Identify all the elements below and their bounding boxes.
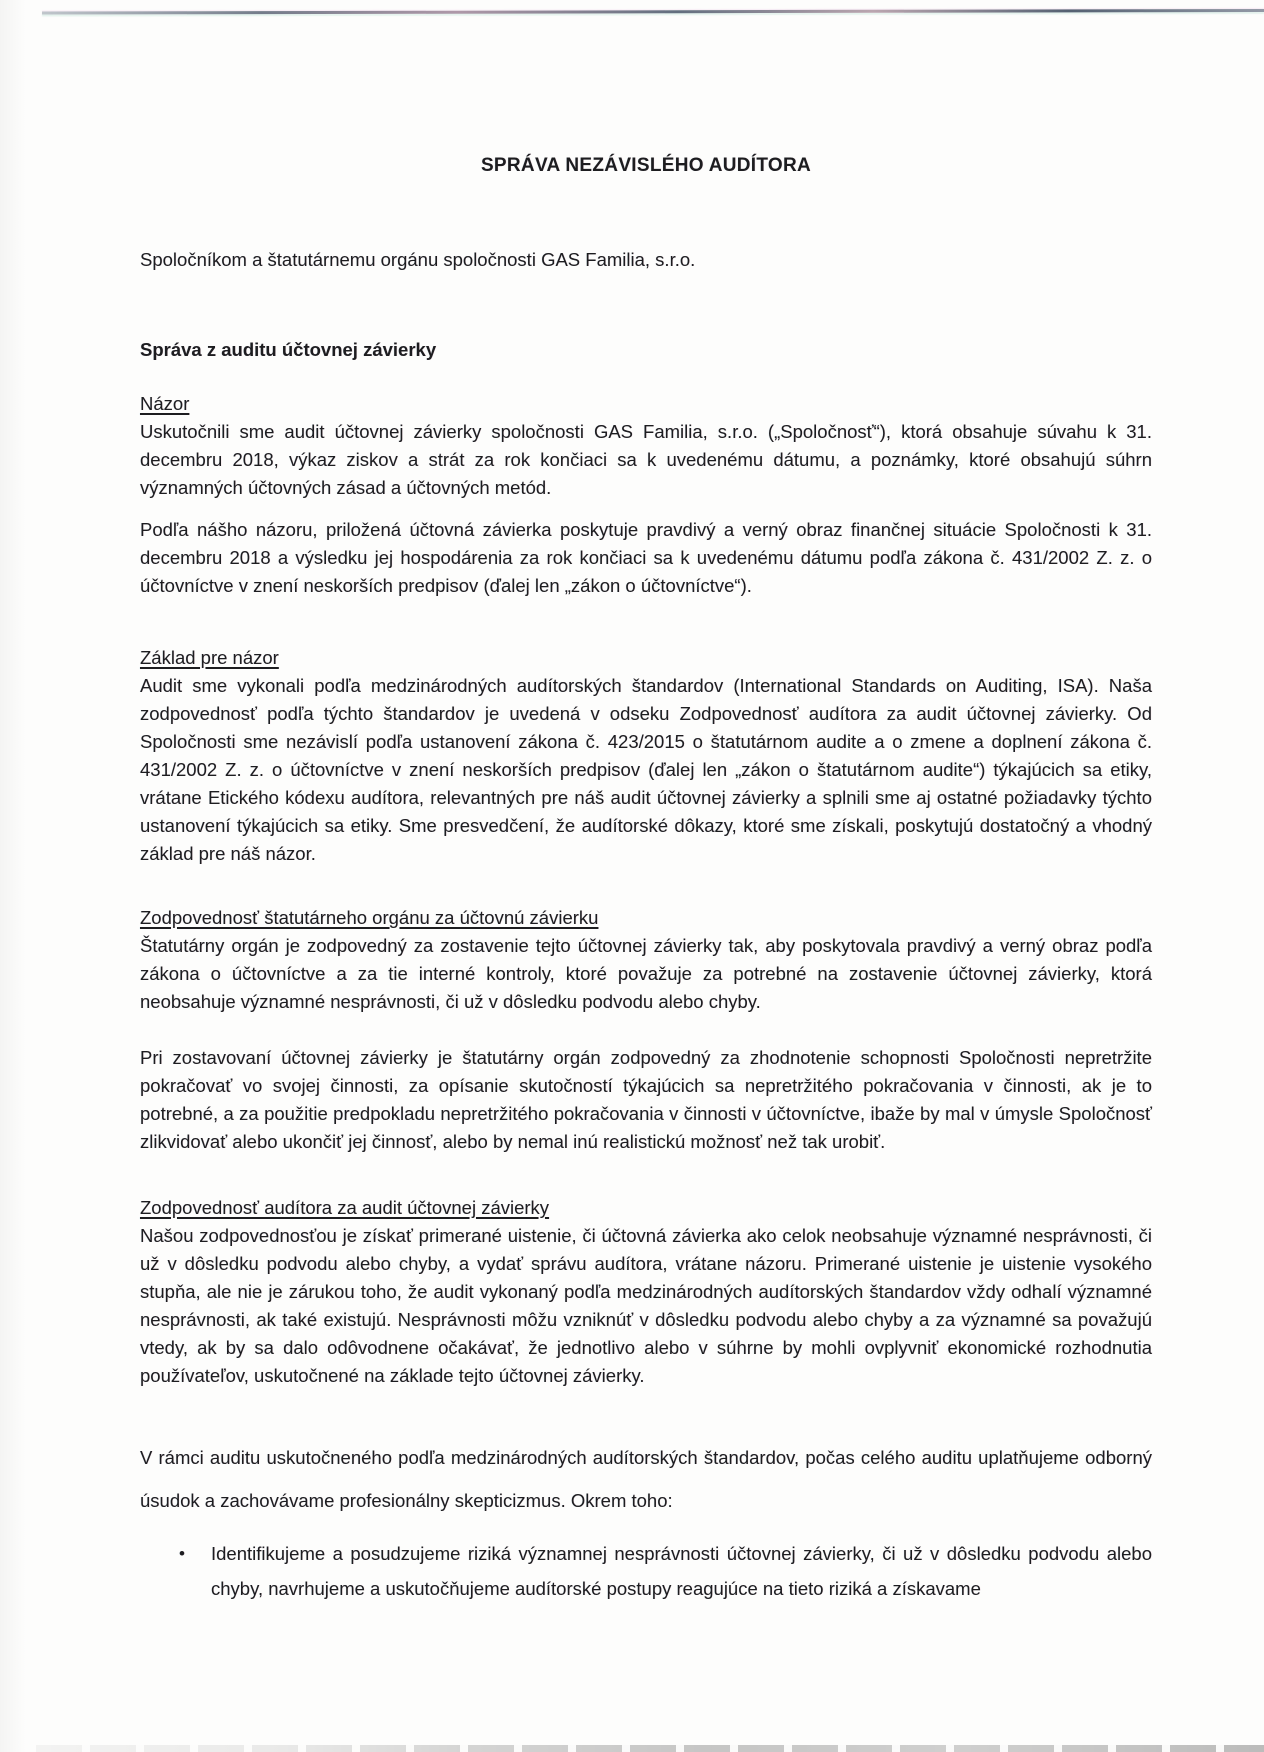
section-auditor-responsibility (140, 1194, 1152, 1606)
section-basis-for-opinion (140, 644, 1152, 868)
heading-management-responsibility: Zodpovednosť štatutárneho orgánu za účtovnú závierku (140, 907, 599, 928)
bullet-dot-icon: • (179, 1544, 185, 1563)
scan-artifact-left-shade (0, 0, 26, 1752)
paragraph-auditor-responsibility-2: V rámci auditu uskutočneného podľa medzinárodných audítorských štandardov, počas celého auditu uplatňujeme odborný úsudok a zachovávame profesionálny skepticizmus. Okrem toho: (140, 1447, 1152, 1511)
report-title: SPRÁVA NEZÁVISLÉHO AUDÍTORA (480, 155, 812, 176)
auditor-procedures-list (140, 1536, 1152, 1606)
heading-basis-for-opinion: Základ pre názor (140, 647, 279, 668)
heading-auditor-responsibility: Zodpovednosť audítora za audit účtovnej závierky (140, 1197, 550, 1218)
list-item-text: Identifikujeme a posudzujeme riziká významnej nesprávnosti účtovnej závierky, či už v dôsledku podvodu alebo chyby, navrhujeme a uskutočňujeme audítorské postupy reagujúce na tieto riziká a získavame (211, 1543, 1152, 1599)
paragraph-auditor-responsibility-1: Našou zodpovednosťou je získať primerané uistenie, či účtovná závierka ako celok neobsahuje významné nesprávnosti, či už v dôsledku podvodu alebo chyby, a vydať správu audítora, vrátane názoru. Primerané uistenie je uistenie vysokého stupňa, ale nie je zárukou toho, že audit vykonaný podľa medzinárodných audítorských štandardov vždy odhalí významné nesprávnosti, ak také existujú. Nesprávnosti môžu vzniknúť v dôsledku podvodu alebo chyby a za významné sa považujú vtedy, ak by sa dalo odôvodnene očakávať, že jednotlivo alebo v súhrne by mohli ovplyvniť ekonomické rozhodnutia používateľov, uskutočnené na základe tejto účtovnej závierky. (140, 1225, 1152, 1386)
paragraph-opinion-1: Uskutočnili sme audit účtovnej závierky spoločnosti GAS Familia, s.r.o. („Spoločnosť“), ktorá obsahuje súvahu k 31. decembru 2018, výkaz ziskov a strát za rok končiaci sa k uvedenému dátumu, a poznámky, ktoré obsahujú súhrn významných účtovných zásad a účtovných metód. (140, 421, 1152, 498)
addressee-line: Spoločníkom a štatutárnemu orgánu spoločnosti GAS Familia, s.r.o. (140, 249, 696, 270)
main-section-heading: Správa z auditu účtovnej závierky (140, 339, 437, 360)
paragraph-management-responsibility-2: Pri zostavovaní účtovnej závierky je štatutárny orgán zodpovedný za zhodnotenie schopnosti Spoločnosti nepretržite pokračovať vo svojej činnosti, za opísanie skutočností týkajúcich sa nepretržitého pokračovania v činnosti, ak je to potrebné, a za použitie predpokladu nepretržitého pokračovania v činnosti v účtovníctve, ibaže by mal v úmysle Spoločnosť zlikvidovať alebo ukončiť jej činnosť, alebo by nemal inú realistickú možnosť než tak urobiť. (140, 1047, 1152, 1152)
section-management-responsibility (140, 904, 1152, 1156)
paragraph-basis-for-opinion: Audit sme vykonali podľa medzinárodných audítorských štandardov (International Standards on Auditing, ISA). Naša zodpovednosť podľa týchto štandardov je uvedená v odseku Zodpovednosť audítora za audit účtovnej závierky. Od Spoločnosti sme nezávislí podľa ustanovení zákona č. 423/2015 o štatutárnom audite a o zmene a doplnení zákona č. 431/2002 Z. z. o účtovníctve v znení neskorších predpisov (ďalej len „zákon o štatutárnom audite“) týkajúcich sa etiky, vrátane Etického kódexu audítora, relevantných pre náš audit účtovnej závierky a splnili sme aj ostatné požiadavky týchto ustanovení týkajúcich sa etiky. Sme presvedčení, že audítorské dôkazy, ktoré sme získali, poskytujú dostatočný a vhodný základ pre náš názor. (140, 675, 1152, 864)
section-opinion (140, 390, 1152, 600)
heading-opinion: Názor (140, 393, 190, 414)
report-content (140, 0, 1152, 1606)
paragraph-opinion-2: Podľa nášho názoru, priložená účtovná závierka poskytuje pravdivý a verný obraz finančnej situácie Spoločnosti k 31. decembru 2018 a výsledku jej hospodárenia za rok končiaci sa k uvedenému dátumu podľa zákona č. 431/2002 Z. z. o účtovníctve v znení neskorších predpisov (ďalej len „zákon o účtovníctve“). (140, 519, 1152, 596)
scan-artifact-bottom-band (36, 1745, 1264, 1752)
list-item (179, 1536, 1152, 1606)
paragraph-management-responsibility-1: Štatutárny orgán je zodpovedný za zostavenie tejto účtovnej závierky tak, aby poskytovala pravdivý a verný obraz podľa zákona o účtovníctve a za tie interné kontroly, ktoré považuje za potrebné na zostavenie účtovnej závierky, ktorá neobsahuje významné nesprávnosti, či už v dôsledku podvodu alebo chyby. (140, 935, 1152, 1012)
